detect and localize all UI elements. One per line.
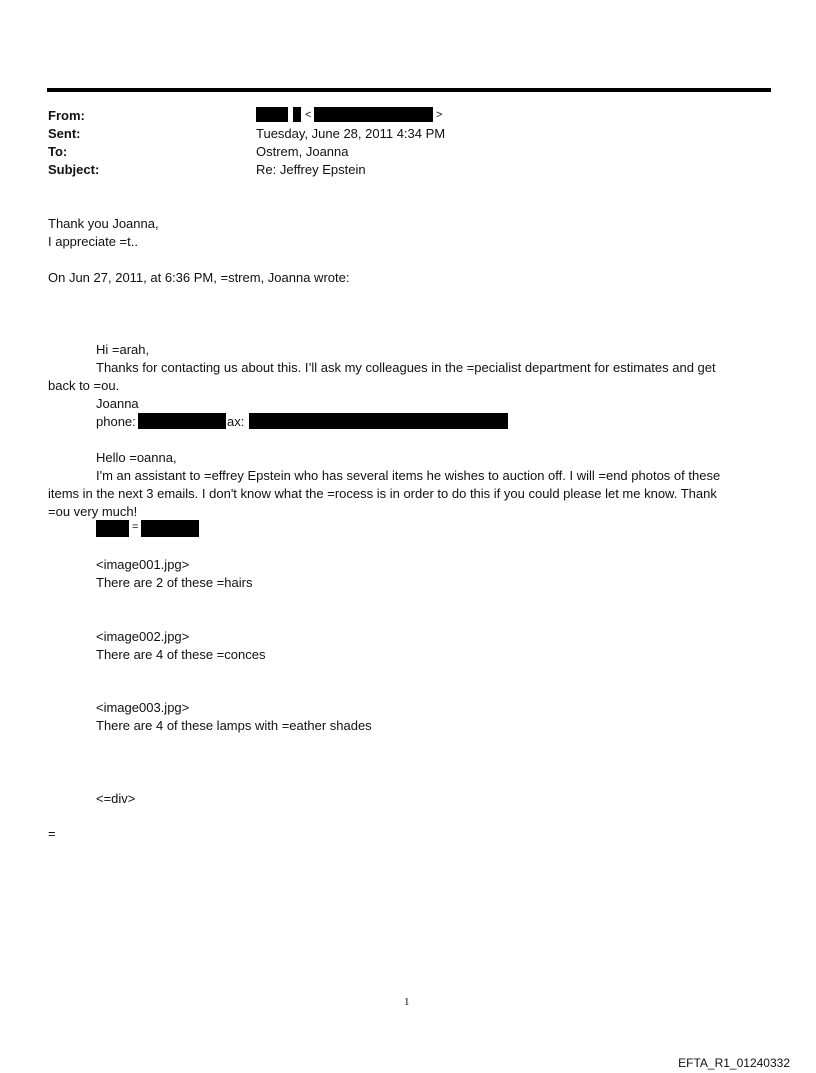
attachment-caption: There are 4 of these =conces	[96, 647, 266, 662]
signature-equals: =	[132, 521, 139, 533]
quoted-greeting: Hi =arah,	[96, 342, 150, 357]
fax-label: ax:	[227, 414, 245, 429]
page-number: 1	[404, 996, 410, 1008]
quoted-body-line: back to =ou.	[48, 378, 120, 393]
original-body-line: I'm an assistant to =effrey Epstein who has several items he wishes to auction off. I will =end photos of these	[96, 468, 721, 483]
to-label: To:	[48, 144, 68, 159]
redaction-box	[141, 520, 199, 537]
trailing-equals: =	[48, 826, 56, 841]
redaction-box	[249, 413, 508, 429]
reply-line: Thank you Joanna,	[48, 216, 159, 231]
attachment-name: <image001.jpg>	[96, 557, 190, 572]
quoted-body-line: Thanks for contacting us about this. I’ll ask my colleagues in the =pecialist department for estimates and get	[96, 360, 716, 375]
header-rule	[47, 88, 771, 92]
reply-line: I appreciate =t..	[48, 234, 138, 249]
attachment-caption: There are 2 of these =hairs	[96, 575, 253, 590]
sent-value: Tuesday, June 28, 2011 4:34 PM	[256, 126, 446, 141]
attachment-name: <image003.jpg>	[96, 700, 190, 715]
subject-label: Subject:	[48, 162, 100, 177]
attachment-caption: There are 4 of these lamps with =eather shades	[96, 718, 372, 733]
div-tag-text: <=div>	[96, 791, 136, 806]
document-id: EFTA_R1_01240332	[678, 1056, 790, 1070]
redaction-box	[138, 413, 226, 429]
original-body-line: items in the next 3 emails. I don't know what the =rocess is in order to do this if you could please let me know. Thank	[48, 486, 717, 501]
redaction-box	[293, 107, 301, 122]
from-open-bracket: <	[305, 109, 312, 121]
from-close-bracket: >	[436, 109, 443, 121]
sent-label: Sent:	[48, 126, 81, 141]
original-body-line: =ou very much!	[48, 504, 138, 519]
redaction-box	[256, 107, 288, 122]
from-label: From:	[48, 108, 85, 123]
original-greeting: Hello =oanna,	[96, 450, 177, 465]
quoted-signoff: Joanna	[96, 396, 139, 411]
quote-intro: On Jun 27, 2011, at 6:36 PM, =strem, Joanna wrote:	[48, 270, 350, 285]
phone-label: phone:	[96, 414, 136, 429]
attachment-name: <image002.jpg>	[96, 629, 190, 644]
subject-value: Re: Jeffrey Epstein	[256, 162, 366, 177]
redaction-box	[314, 107, 433, 122]
redaction-box	[96, 520, 129, 537]
to-value: Ostrem, Joanna	[256, 144, 349, 159]
